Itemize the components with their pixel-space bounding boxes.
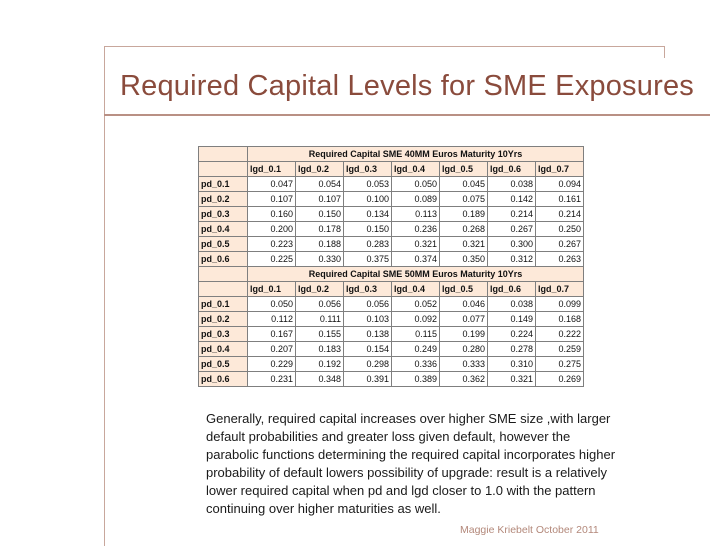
table-cell: 0.350 [440, 252, 488, 267]
table-row [199, 192, 584, 207]
body-text: Generally, required capital increases over higher SME size ,with larger default probabilities and greater loss given default, however the parabolic functions determining the required capital incorporates higher probability of default lowers possibility of upgrade: result is a relatively lower required capital when pd and lgd closer to 1.0 with the pattern continuing over higher maturities as well. [206, 411, 616, 516]
table-cell: 0.192 [296, 357, 344, 372]
table-cell: 0.099 [536, 297, 584, 312]
footer-author-date: Maggie Kriebelt October 2011 [460, 524, 599, 536]
table-cell: 0.214 [488, 207, 536, 222]
column-header: lgd_0.2 [296, 162, 344, 177]
required-capital-table [198, 146, 584, 387]
table-cell: 0.134 [344, 207, 392, 222]
table-cell: 0.312 [488, 252, 536, 267]
table-cell: 0.107 [248, 192, 296, 207]
column-header: lgd_0.4 [392, 162, 440, 177]
table-cell: 0.391 [344, 372, 392, 387]
table-cell: 0.225 [248, 252, 296, 267]
table-cell: 0.249 [392, 342, 440, 357]
title-underline [104, 114, 710, 116]
table-row [199, 222, 584, 237]
table-cell: 0.160 [248, 207, 296, 222]
table-cell: 0.269 [536, 372, 584, 387]
table-cell: 0.275 [536, 357, 584, 372]
table-cell: 0.336 [392, 357, 440, 372]
table-cell: 0.231 [248, 372, 296, 387]
table-cell: 0.056 [344, 297, 392, 312]
column-header: lgd_0.1 [248, 162, 296, 177]
table-cell: 0.189 [440, 207, 488, 222]
column-header: lgd_0.5 [440, 282, 488, 297]
table-cell: 0.214 [536, 207, 584, 222]
table-cell: 0.089 [392, 192, 440, 207]
row-label: pd_0.6 [199, 372, 248, 387]
table-cell: 0.330 [296, 252, 344, 267]
table-cell: 0.094 [536, 177, 584, 192]
table-cell: 0.092 [392, 312, 440, 327]
table-cell: 0.389 [392, 372, 440, 387]
table-cell: 0.150 [296, 207, 344, 222]
row-label: pd_0.2 [199, 312, 248, 327]
table-cell: 0.056 [296, 297, 344, 312]
column-header: lgd_0.3 [344, 282, 392, 297]
table-cell: 0.149 [488, 312, 536, 327]
table-caption: Required Capital SME 40MM Euros Maturity 10Yrs [248, 147, 584, 162]
row-label: pd_0.5 [199, 357, 248, 372]
table-cell: 0.183 [296, 342, 344, 357]
column-header: lgd_0.3 [344, 162, 392, 177]
table-cell: 0.310 [488, 357, 536, 372]
column-header: lgd_0.4 [392, 282, 440, 297]
table-cell: 0.263 [536, 252, 584, 267]
table-row [199, 357, 584, 372]
table-cell: 0.038 [488, 177, 536, 192]
table-cell: 0.229 [248, 357, 296, 372]
column-header: lgd_0.7 [536, 162, 584, 177]
table-cell: 0.188 [296, 237, 344, 252]
frame-line-right [664, 46, 665, 58]
slide-title: Required Capital Levels for SME Exposures [120, 70, 694, 102]
row-label: pd_0.4 [199, 342, 248, 357]
table-cell: 0.045 [440, 177, 488, 192]
table-cell: 0.222 [536, 327, 584, 342]
table-cell: 0.155 [296, 327, 344, 342]
row-label: pd_0.5 [199, 237, 248, 252]
table-cell: 0.150 [344, 222, 392, 237]
table-cell: 0.283 [344, 237, 392, 252]
column-header: lgd_0.1 [248, 282, 296, 297]
row-label: pd_0.3 [199, 327, 248, 342]
table-cell: 0.138 [344, 327, 392, 342]
table-caption-row [199, 147, 584, 162]
table-cell: 0.321 [488, 372, 536, 387]
table-cell: 0.038 [488, 297, 536, 312]
frame-line-top [104, 46, 664, 47]
column-header: lgd_0.5 [440, 162, 488, 177]
frame-line-left [104, 46, 105, 546]
table-cell: 0.224 [488, 327, 536, 342]
table-cell: 0.167 [248, 327, 296, 342]
table-cell: 0.375 [344, 252, 392, 267]
table-row [199, 312, 584, 327]
table-cell: 0.077 [440, 312, 488, 327]
row-label: pd_0.3 [199, 207, 248, 222]
table-cell: 0.267 [536, 237, 584, 252]
table-row [199, 177, 584, 192]
table-cell: 0.268 [440, 222, 488, 237]
table-cell: 0.298 [344, 357, 392, 372]
table-cell: 0.168 [536, 312, 584, 327]
table-row [199, 372, 584, 387]
column-header: lgd_0.2 [296, 282, 344, 297]
table-row [199, 252, 584, 267]
column-header: lgd_0.6 [488, 282, 536, 297]
table-cell: 0.236 [392, 222, 440, 237]
table-cell: 0.113 [392, 207, 440, 222]
table-row [199, 237, 584, 252]
table-row [199, 297, 584, 312]
table-corner-cell [199, 282, 248, 297]
table-cell: 0.053 [344, 177, 392, 192]
table-corner-cell [199, 267, 248, 282]
table-cell: 0.374 [392, 252, 440, 267]
table-cell: 0.250 [536, 222, 584, 237]
table-cell: 0.115 [392, 327, 440, 342]
table-cell: 0.112 [248, 312, 296, 327]
table-cell: 0.050 [392, 177, 440, 192]
table-cell: 0.348 [296, 372, 344, 387]
table-cell: 0.075 [440, 192, 488, 207]
table-cell: 0.100 [344, 192, 392, 207]
table-cell: 0.362 [440, 372, 488, 387]
row-label: pd_0.1 [199, 297, 248, 312]
table-caption: Required Capital SME 50MM Euros Maturity 10Yrs [248, 267, 584, 282]
table-cell: 0.278 [488, 342, 536, 357]
table-row [199, 342, 584, 357]
row-label: pd_0.6 [199, 252, 248, 267]
table-header-row [199, 282, 584, 297]
table-cell: 0.199 [440, 327, 488, 342]
column-header: lgd_0.7 [536, 282, 584, 297]
table-cell: 0.300 [488, 237, 536, 252]
table-cell: 0.321 [392, 237, 440, 252]
row-label: pd_0.4 [199, 222, 248, 237]
table-cell: 0.050 [248, 297, 296, 312]
table-corner-cell [199, 147, 248, 162]
table-cell: 0.107 [296, 192, 344, 207]
table-cell: 0.207 [248, 342, 296, 357]
table-cell: 0.111 [296, 312, 344, 327]
table-cell: 0.154 [344, 342, 392, 357]
table-cell: 0.161 [536, 192, 584, 207]
table-cell: 0.054 [296, 177, 344, 192]
row-label: pd_0.2 [199, 192, 248, 207]
table-cell: 0.103 [344, 312, 392, 327]
table-cell: 0.267 [488, 222, 536, 237]
table-cell: 0.142 [488, 192, 536, 207]
table-header-row [199, 162, 584, 177]
table-cell: 0.047 [248, 177, 296, 192]
table-cell: 0.200 [248, 222, 296, 237]
table-cell: 0.178 [296, 222, 344, 237]
table-row [199, 207, 584, 222]
row-label: pd_0.1 [199, 177, 248, 192]
column-header: lgd_0.6 [488, 162, 536, 177]
table-cell: 0.333 [440, 357, 488, 372]
table-cell: 0.046 [440, 297, 488, 312]
table-cell: 0.223 [248, 237, 296, 252]
table-row [199, 327, 584, 342]
table-cell: 0.259 [536, 342, 584, 357]
table-cell: 0.280 [440, 342, 488, 357]
table-cell: 0.052 [392, 297, 440, 312]
table-corner-cell [199, 162, 248, 177]
table-caption-row [199, 267, 584, 282]
table-cell: 0.321 [440, 237, 488, 252]
